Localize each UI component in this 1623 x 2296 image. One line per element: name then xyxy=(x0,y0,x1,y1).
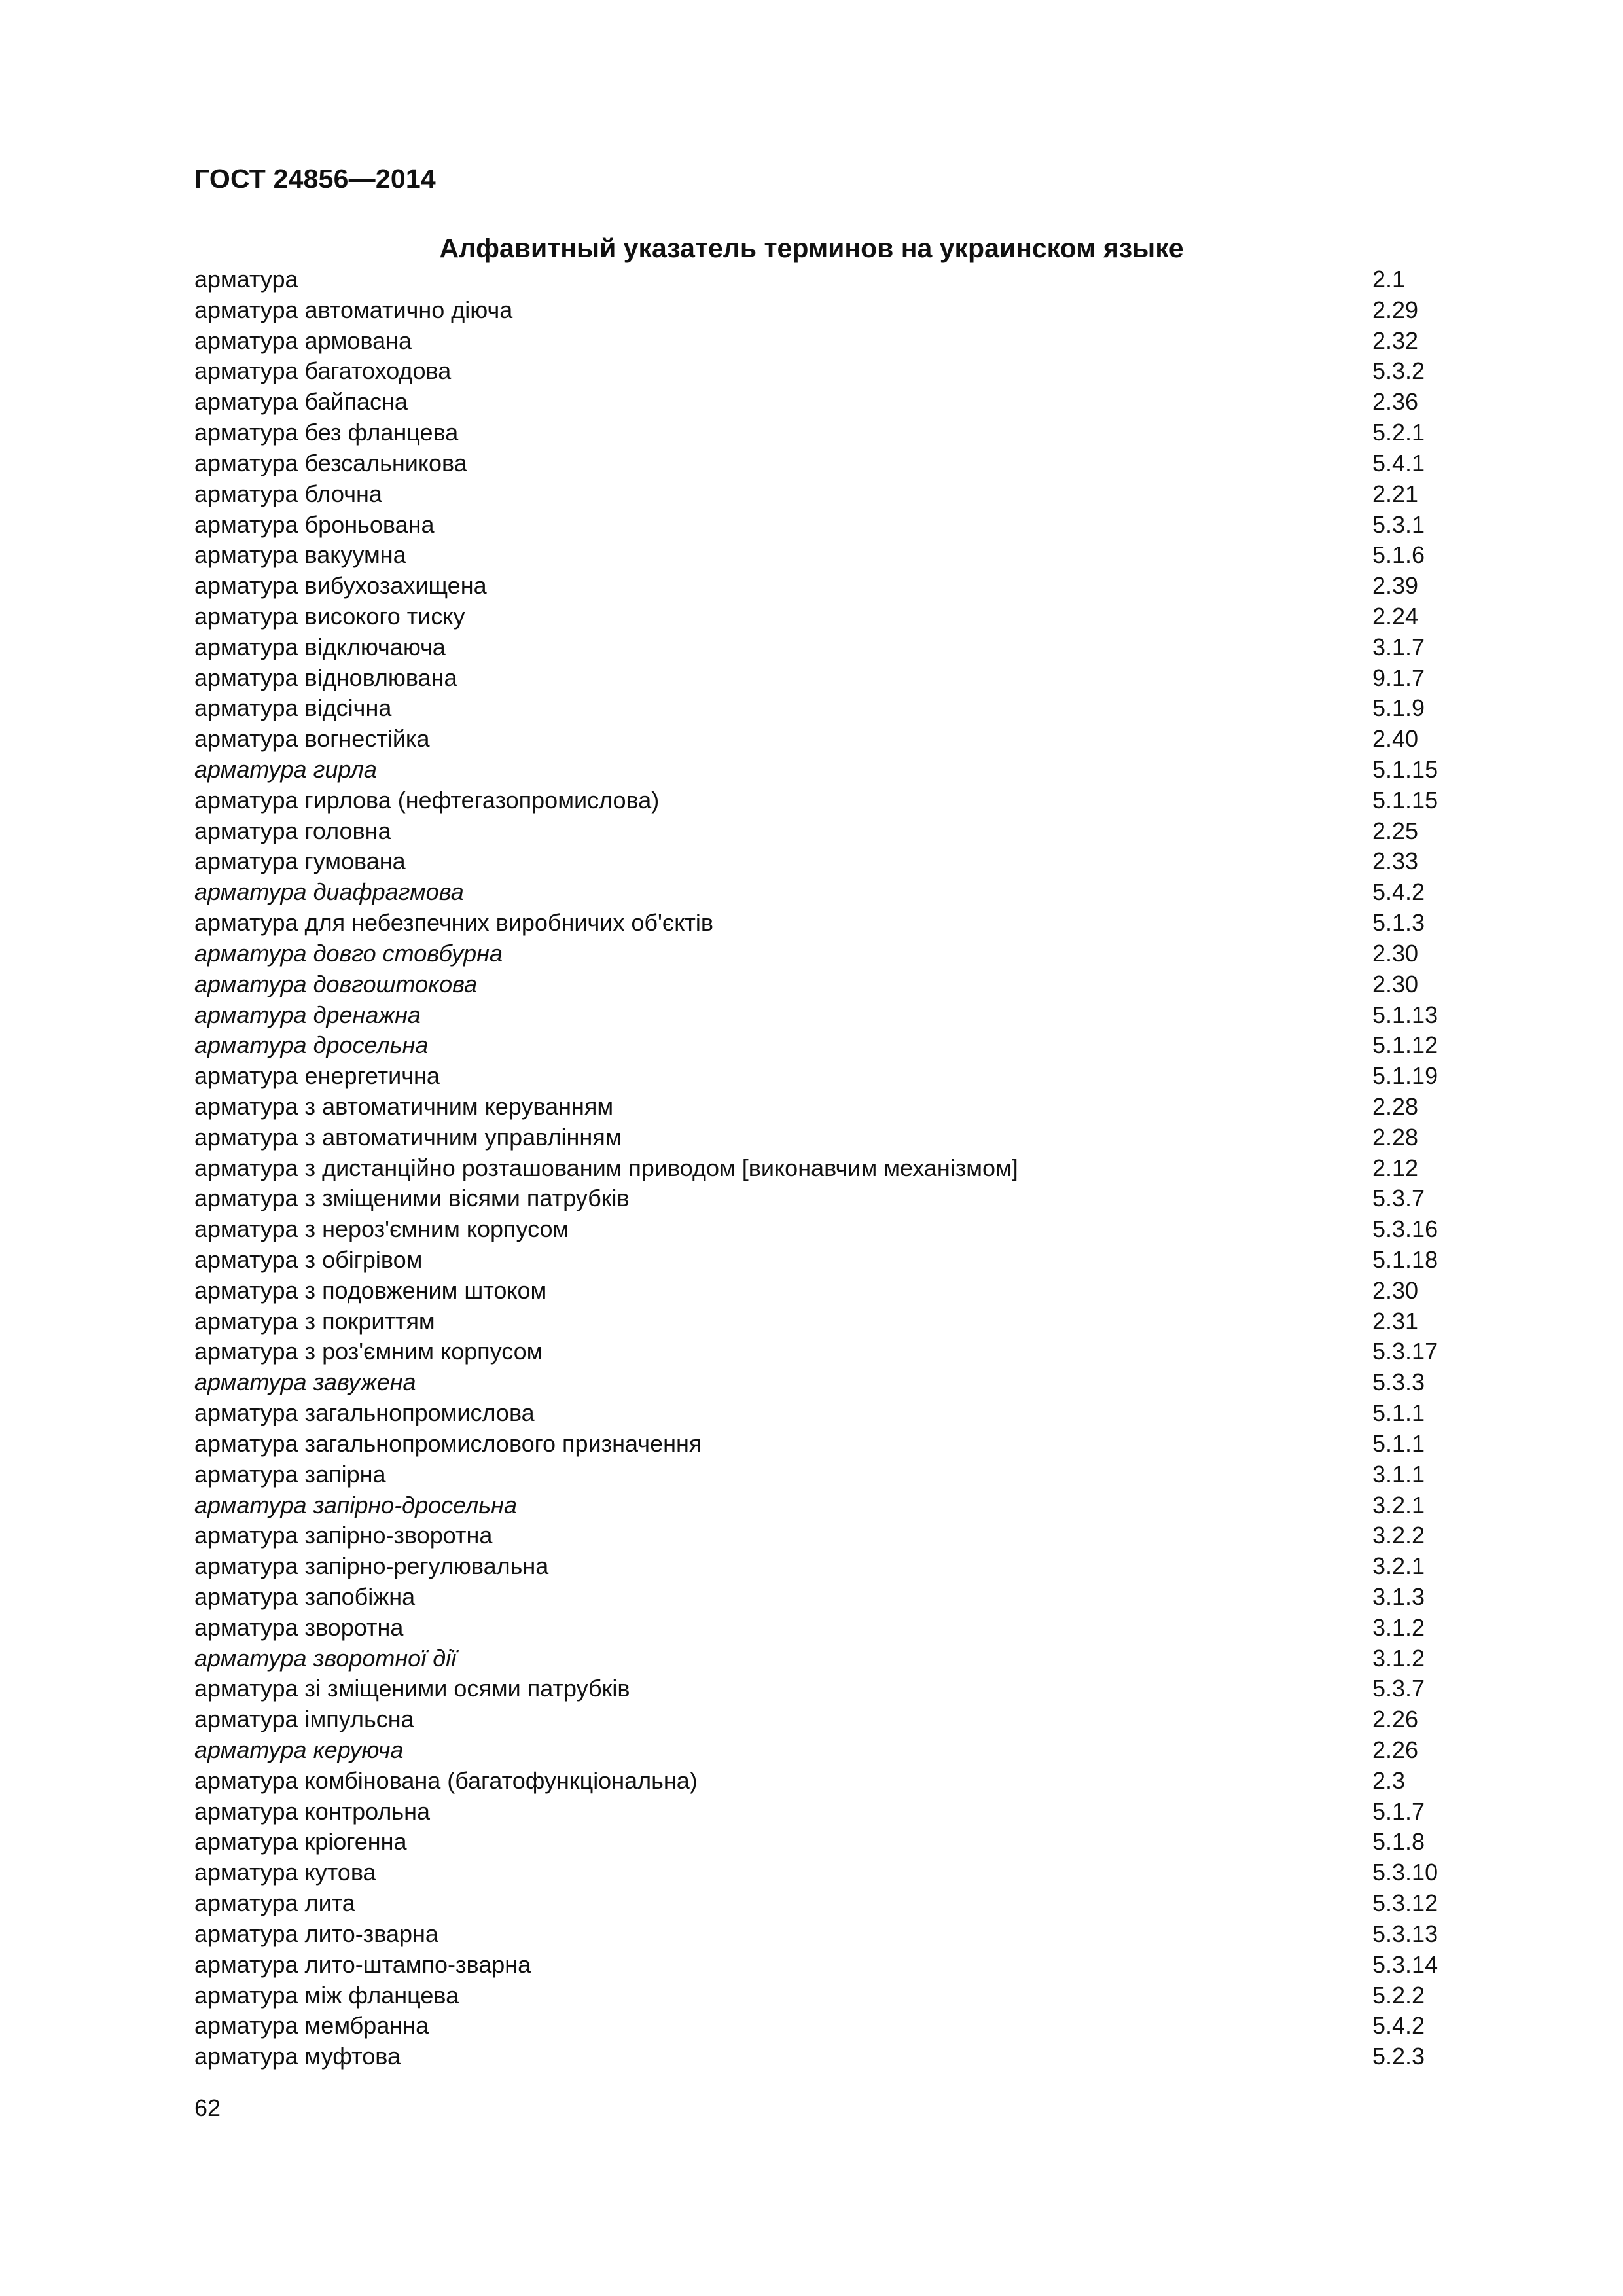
term-row xyxy=(194,1276,1471,1306)
term-row xyxy=(194,1460,1471,1490)
term-reference: 5.1.13 xyxy=(1372,1001,1438,1028)
term-reference: 5.4.2 xyxy=(1372,2012,1425,2039)
term-reference: 5.1.7 xyxy=(1372,1797,1425,1825)
term-row xyxy=(194,1122,1471,1153)
term-text: арматура кріогенна xyxy=(194,1828,407,1856)
term-reference: 5.1.15 xyxy=(1372,786,1438,814)
term-text: арматура лита xyxy=(194,1890,355,1917)
term-text: арматура кутова xyxy=(194,1859,376,1886)
term-row xyxy=(194,418,1471,448)
term-reference: 5.1.6 xyxy=(1372,541,1425,569)
term-row xyxy=(194,2041,1471,2072)
term-reference: 5.2.3 xyxy=(1372,2043,1425,2070)
term-text: арматура автоматично діюча xyxy=(194,296,513,323)
document-header xyxy=(194,164,436,194)
term-row xyxy=(194,1336,1471,1367)
term-text: арматура з подовженим штоком xyxy=(194,1276,547,1304)
term-text: арматура з роз'ємним корпусом xyxy=(194,1338,543,1365)
term-text: арматура зворотна xyxy=(194,1613,404,1641)
term-text: арматура муфтова xyxy=(194,2043,401,2070)
term-row xyxy=(194,969,1471,1000)
page-number: 62 xyxy=(194,2094,221,2121)
term-reference: 5.1.15 xyxy=(1372,756,1438,783)
term-row xyxy=(194,1582,1471,1613)
term-row xyxy=(194,356,1471,387)
term-row xyxy=(194,755,1471,785)
term-reference: 2.30 xyxy=(1372,1276,1419,1304)
term-text: арматура гирла xyxy=(194,756,377,783)
term-text: арматура запобіжна xyxy=(194,1583,416,1610)
term-reference: 5.2.2 xyxy=(1372,1981,1425,2009)
term-row xyxy=(194,295,1471,326)
term-text: арматура армована xyxy=(194,327,412,354)
term-row xyxy=(194,1797,1471,1827)
term-text: арматура зворотної дії xyxy=(194,1644,457,1672)
term-row xyxy=(194,1704,1471,1735)
term-text: арматура з автоматичним керуванням xyxy=(194,1092,614,1120)
term-row xyxy=(194,1245,1471,1276)
term-text: арматура безсальникова xyxy=(194,449,467,476)
term-row xyxy=(194,939,1471,969)
term-text: арматура загальнопромислова xyxy=(194,1399,535,1427)
term-row xyxy=(194,571,1471,601)
term-text: арматура довгоштокова xyxy=(194,970,478,997)
term-reference: 5.4.1 xyxy=(1372,449,1425,476)
term-row xyxy=(194,479,1471,510)
term-row xyxy=(194,908,1471,939)
term-row xyxy=(194,1520,1471,1551)
term-row xyxy=(194,846,1471,877)
term-row xyxy=(194,877,1471,908)
term-row xyxy=(194,1888,1471,1919)
term-row xyxy=(194,1857,1471,1888)
term-reference: 3.2.1 xyxy=(1372,1491,1425,1518)
term-row xyxy=(194,510,1471,541)
term-text: арматура запірна xyxy=(194,1460,386,1488)
term-list xyxy=(194,264,1471,2072)
term-row xyxy=(194,1030,1471,1061)
term-reference: 5.3.16 xyxy=(1372,1215,1438,1243)
term-row xyxy=(194,632,1471,663)
term-reference: 9.1.7 xyxy=(1372,664,1425,691)
term-row xyxy=(194,326,1471,357)
term-text: арматура вакуумна xyxy=(194,541,406,569)
term-text: арматура вогнестійка xyxy=(194,725,430,753)
term-reference: 5.3.3 xyxy=(1372,1369,1425,1396)
term-reference: 5.1.18 xyxy=(1372,1246,1438,1273)
term-reference: 5.1.1 xyxy=(1372,1429,1425,1457)
term-row xyxy=(194,1398,1471,1429)
term-text: арматура з обігрівом xyxy=(194,1246,423,1273)
term-reference: 2.26 xyxy=(1372,1706,1419,1733)
term-row xyxy=(194,724,1471,755)
term-row xyxy=(194,1183,1471,1214)
term-row xyxy=(194,1643,1471,1674)
term-reference: 3.1.3 xyxy=(1372,1583,1425,1610)
term-text: арматура лито-зварна xyxy=(194,1920,438,1947)
term-text: арматура з автоматичним управлінням xyxy=(194,1123,622,1151)
term-text: арматура з зміщеними вісями патрубків xyxy=(194,1185,630,1212)
term-row xyxy=(194,663,1471,694)
term-reference: 5.3.7 xyxy=(1372,1185,1425,1212)
term-text: арматура з покриттям xyxy=(194,1307,435,1335)
term-text: арматура блочна xyxy=(194,480,382,507)
term-text: арматура мембранна xyxy=(194,2012,429,2039)
term-reference: 2.25 xyxy=(1372,817,1419,844)
term-reference: 3.1.7 xyxy=(1372,633,1425,660)
term-text: арматура xyxy=(194,266,298,293)
term-reference: 5.1.8 xyxy=(1372,1828,1425,1856)
term-reference: 3.2.1 xyxy=(1372,1552,1425,1580)
term-reference: 2.33 xyxy=(1372,848,1419,875)
term-text: арматура зі зміщеними осями патрубків xyxy=(194,1675,630,1702)
term-row xyxy=(194,1735,1471,1766)
term-row xyxy=(194,1000,1471,1031)
term-reference: 2.30 xyxy=(1372,970,1419,997)
term-reference: 5.2.1 xyxy=(1372,419,1425,446)
document-id: ГОСТ 24856—2014 xyxy=(194,164,436,194)
term-reference: 5.3.10 xyxy=(1372,1859,1438,1886)
term-reference: 5.3.12 xyxy=(1372,1890,1438,1917)
term-text: арматура головна xyxy=(194,817,391,844)
term-text: арматура між фланцева xyxy=(194,1981,459,2009)
term-row xyxy=(194,1306,1471,1337)
term-text: арматура без фланцева xyxy=(194,419,459,446)
term-text: арматура контрольна xyxy=(194,1797,431,1825)
term-text: арматура байпасна xyxy=(194,388,408,416)
term-row xyxy=(194,816,1471,847)
term-row xyxy=(194,1613,1471,1643)
term-text: арматура для небезпечних виробничих об'єктів xyxy=(194,909,713,937)
term-text: арматура запірно-дросельна xyxy=(194,1491,518,1518)
term-text: арматура запірно-регулювальна xyxy=(194,1552,549,1580)
term-text: арматура відсічна xyxy=(194,694,392,722)
term-text: арматура керуюча xyxy=(194,1736,404,1763)
term-text: арматура броньована xyxy=(194,511,435,538)
term-row xyxy=(194,387,1471,418)
term-text: арматура довго стовбурна xyxy=(194,939,503,967)
term-reference: 2.29 xyxy=(1372,296,1419,323)
term-reference: 5.3.17 xyxy=(1372,1338,1438,1365)
term-reference: 2.1 xyxy=(1372,266,1406,293)
term-text: арматура комбінована (багатофункціональна) xyxy=(194,1767,698,1794)
term-text: арматура з нероз'ємним корпусом xyxy=(194,1215,569,1243)
term-text: арматура високого тиску xyxy=(194,602,465,630)
term-row xyxy=(194,693,1471,724)
term-row xyxy=(194,1490,1471,1521)
term-reference: 5.3.14 xyxy=(1372,1950,1438,1978)
term-row xyxy=(194,1551,1471,1582)
term-row xyxy=(194,1981,1471,2011)
term-reference: 2.12 xyxy=(1372,1154,1419,1181)
term-text: арматура вибухозахищена xyxy=(194,572,487,600)
term-reference: 3.2.2 xyxy=(1372,1522,1425,1549)
term-reference: 2.28 xyxy=(1372,1092,1419,1120)
term-reference: 2.31 xyxy=(1372,1307,1419,1335)
term-reference: 2.3 xyxy=(1372,1767,1406,1794)
term-row xyxy=(194,448,1471,479)
term-row xyxy=(194,1153,1471,1184)
term-reference: 5.4.2 xyxy=(1372,878,1425,906)
term-row xyxy=(194,1919,1471,1950)
term-text: арматура відключаюча xyxy=(194,633,446,660)
term-reference: 2.21 xyxy=(1372,480,1419,507)
term-reference: 5.3.2 xyxy=(1372,357,1425,385)
term-row xyxy=(194,1061,1471,1092)
term-reference: 2.24 xyxy=(1372,602,1419,630)
term-reference: 5.1.1 xyxy=(1372,1399,1425,1427)
term-text: арматура завужена xyxy=(194,1369,416,1396)
term-reference: 2.36 xyxy=(1372,388,1419,416)
term-reference: 2.39 xyxy=(1372,572,1419,600)
term-row xyxy=(194,1367,1471,1398)
term-row xyxy=(194,1766,1471,1797)
index-title: Алфавитный указатель терминов на украинском языке xyxy=(439,233,1184,263)
term-row xyxy=(194,1092,1471,1122)
term-text: арматура гирлова (нефтегазопромислова) xyxy=(194,786,660,814)
term-text: арматура імпульсна xyxy=(194,1706,414,1733)
term-reference: 2.28 xyxy=(1372,1123,1419,1151)
term-row xyxy=(194,2011,1471,2041)
term-reference: 2.32 xyxy=(1372,327,1419,354)
term-reference: 5.3.13 xyxy=(1372,1920,1438,1947)
term-reference: 5.1.3 xyxy=(1372,909,1425,937)
term-reference: 5.1.12 xyxy=(1372,1031,1438,1059)
term-reference: 3.1.2 xyxy=(1372,1644,1425,1672)
term-row xyxy=(194,540,1471,571)
term-row xyxy=(194,785,1471,816)
term-row xyxy=(194,1674,1471,1704)
term-reference: 5.1.9 xyxy=(1372,694,1425,722)
term-reference: 3.1.1 xyxy=(1372,1460,1425,1488)
term-row xyxy=(194,264,1471,295)
term-text: арматура багатоходова xyxy=(194,357,452,385)
term-text: арматура дренажна xyxy=(194,1001,421,1028)
term-text: арматура диафрагмова xyxy=(194,878,464,906)
term-text: арматура з дистанційно розташованим приводом [виконавчим механізмом] xyxy=(194,1154,1018,1181)
term-text: арматура запірно-зворотна xyxy=(194,1522,493,1549)
term-text: арматура відновлювана xyxy=(194,664,457,691)
term-text: арматура дросельна xyxy=(194,1031,429,1059)
term-text: арматура загальнопромислового призначення xyxy=(194,1429,702,1457)
term-row xyxy=(194,1429,1471,1460)
term-reference: 5.3.1 xyxy=(1372,511,1425,538)
term-text: арматура гумована xyxy=(194,848,406,875)
term-reference: 2.40 xyxy=(1372,725,1419,753)
term-reference: 5.3.7 xyxy=(1372,1675,1425,1702)
term-reference: 3.1.2 xyxy=(1372,1613,1425,1641)
term-reference: 2.26 xyxy=(1372,1736,1419,1763)
term-row xyxy=(194,1950,1471,1981)
term-row xyxy=(194,1214,1471,1245)
term-row xyxy=(194,1827,1471,1857)
term-reference: 2.30 xyxy=(1372,939,1419,967)
term-text: арматура лито-штампо-зварна xyxy=(194,1950,531,1978)
term-reference: 5.1.19 xyxy=(1372,1062,1438,1090)
term-row xyxy=(194,601,1471,632)
term-text: арматура енергетична xyxy=(194,1062,440,1090)
